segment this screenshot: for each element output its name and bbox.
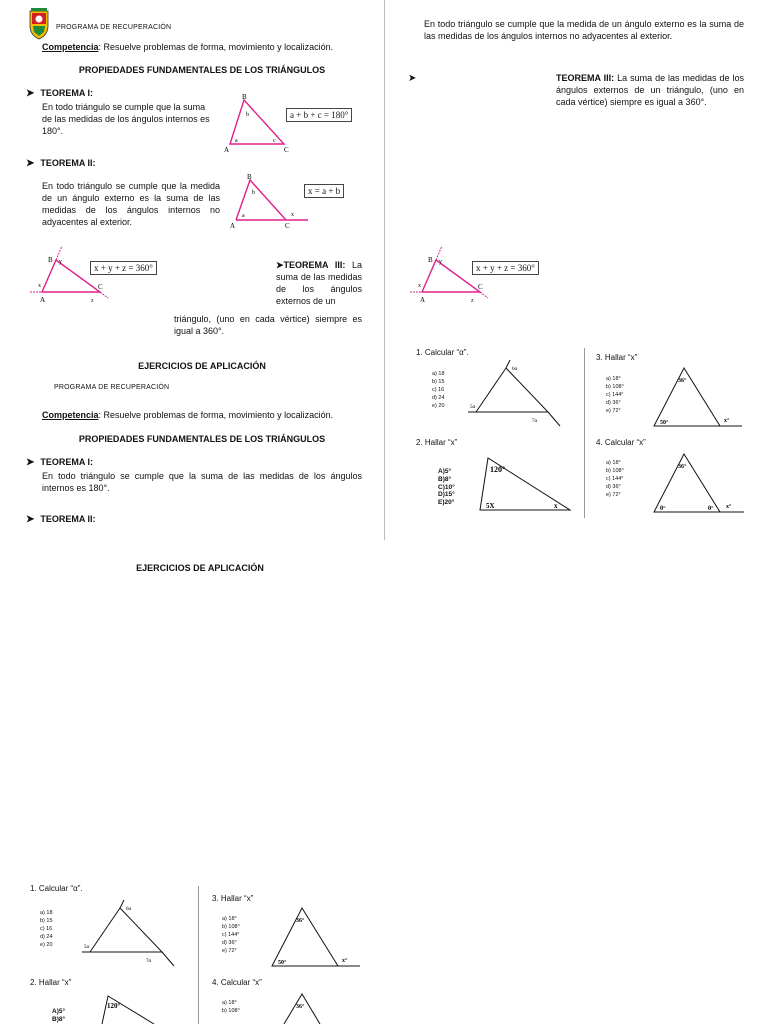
exercise-3-diagram — [648, 364, 744, 430]
exercise-panel-right — [410, 344, 750, 524]
competencia-label: Competencia — [42, 410, 99, 420]
teorema3-body-right: La suma de las medidas de los ángulos externos de un triángulo, (uno en cada vértice) siempre es igual a 360°. — [556, 73, 744, 108]
vertex-b-label: B — [428, 256, 433, 264]
teorema2-title-repeat — [26, 513, 96, 527]
option: b) 108° — [606, 383, 624, 390]
label-6a: 6α — [512, 367, 518, 372]
exercise-1-diagram — [80, 900, 184, 968]
teorema1-title-text: TEOREMA I: — [40, 457, 94, 467]
exercise-panel-bottom — [22, 880, 368, 1024]
teorema1-title-repeat — [26, 456, 93, 470]
triangle-exterior-diagram — [228, 172, 312, 230]
option: c) 144° — [222, 931, 240, 938]
option: b) 15 — [432, 378, 445, 385]
vertex-c-label: C — [284, 146, 289, 154]
label-50: 50° — [278, 960, 287, 966]
arrow-bullet-icon: ➤ — [26, 88, 35, 99]
teorema1-text: En todo triángulo se cumple que la suma de las medidas de los ángulos internos es 180°. — [42, 102, 210, 137]
angle-b-label: b — [252, 190, 255, 196]
exercise-3-options — [606, 376, 624, 416]
teorema3-title-text: TEOREMA III: — [283, 260, 346, 270]
arrow-bullet-icon: ➤ — [26, 457, 35, 468]
exercise-4-title: 4. Calcular “x” — [596, 438, 646, 447]
angle-z-label: z — [91, 298, 94, 304]
angle-b-label: b — [246, 112, 249, 118]
vertex-b-label: B — [48, 256, 53, 264]
exercise-4-diagram — [648, 450, 746, 516]
label-36: 36° — [296, 918, 305, 924]
vertex-a-label: A — [230, 222, 236, 230]
option: b) 108° — [222, 1007, 240, 1014]
option: d) 36° — [606, 399, 621, 406]
teorema3-text-right — [556, 72, 744, 108]
angle-c-label: c — [273, 138, 276, 144]
exercise-2-diagram — [474, 452, 576, 514]
competencia-text: : Resuelve problemas de forma, movimiento y localización. — [98, 42, 334, 52]
teorema3-body-1: La suma de las medidas de los ángulos externos de un — [276, 260, 362, 307]
label-theta: θ° — [660, 506, 666, 512]
exercise-2-options — [52, 1008, 65, 1024]
arrow-bullet-icon: ➤ — [26, 158, 35, 169]
teorema2-title-text: TEOREMA II: — [40, 158, 96, 168]
arrow-bullet-icon: ➤ — [26, 514, 35, 525]
teorema1-title — [26, 87, 93, 101]
angle-y-label: y — [439, 259, 442, 265]
exercise-3-diagram — [266, 904, 362, 970]
school-shield-icon — [28, 8, 50, 40]
option: a) 18° — [606, 460, 621, 466]
label-50: 50° — [660, 420, 669, 426]
option: e) 20 — [432, 402, 445, 409]
option: e) 72° — [606, 407, 621, 414]
option: D)15° — [438, 491, 455, 499]
option: c) 16 — [432, 386, 445, 393]
option: a) 18° — [606, 376, 621, 382]
label-7a: 7α — [532, 419, 538, 424]
exercise-2-title: 2. Hallar “x” — [30, 978, 72, 987]
formula-360: x + y + z = 360° — [90, 261, 157, 275]
exercise-3-title: 3. Hallar “x” — [212, 894, 254, 903]
exercise-4-title: 4. Calcular “x” — [212, 978, 262, 987]
option: a) 18 — [432, 371, 445, 377]
option: e) 20 — [40, 941, 53, 948]
option: B)8° — [52, 1015, 66, 1023]
option: e) 72° — [606, 491, 621, 498]
label-5a: 5α — [470, 405, 476, 410]
exercise-2-title: 2. Hallar “x” — [416, 438, 458, 447]
formula-360-right: x + y + z = 360° — [472, 261, 539, 275]
right-page — [390, 0, 768, 560]
option: C)10° — [438, 483, 455, 491]
exercise-1-title: 1. Calcular “α”. — [30, 884, 83, 893]
option: A)5° — [438, 468, 452, 475]
formula-sum-180: a + b + c = 180° — [286, 108, 352, 122]
angle-a-label: a — [235, 138, 238, 144]
exercise-3-options — [222, 916, 240, 956]
vertex-c-label: C — [98, 283, 103, 291]
vertex-a-label: A — [420, 296, 426, 304]
option: E)20° — [438, 499, 455, 507]
ejercicios-title-repeat: EJERCICIOS DE APLICACIÓN — [136, 563, 264, 573]
teorema3-title-right: TEOREMA III: — [556, 73, 615, 83]
column-divider — [384, 0, 385, 540]
angle-x-label: x — [38, 283, 41, 289]
program-header: PROGRAMA DE RECUPERACIÓN — [56, 24, 172, 31]
option: e) 72° — [222, 947, 237, 954]
label-5x: 5X — [486, 502, 495, 510]
option: b) 108° — [222, 923, 240, 930]
vertex-c-label: C — [478, 283, 483, 291]
option: a) 18 — [40, 910, 53, 916]
angle-x-label: x — [418, 283, 421, 289]
vertex-b-label: B — [247, 173, 252, 181]
exercise-1-title: 1. Calcular “α”. — [416, 348, 469, 357]
label-5a: 5α — [84, 945, 90, 950]
teorema3-text-part2: triángulo, (uno en cada vértice) siempre es igual a 360°. — [174, 314, 362, 337]
exercise-2-diagram — [98, 992, 158, 1024]
exercise-2-options — [438, 468, 455, 507]
competencia-text: : Resuelve problemas de forma, movimiento y localización. — [98, 410, 334, 420]
angle-x-label: x — [291, 212, 294, 218]
label-x: x° — [342, 958, 348, 964]
teorema3-title: ➤TEOREMA III: — [276, 260, 346, 270]
label-7a: 7α — [146, 959, 152, 964]
teorema2-text-right: En todo triángulo se cumple que la medida de un ángulo externo es la suma de las medidas de los ángulos internos no adyacentes al exterior. — [424, 19, 744, 42]
angle-a-label: a — [242, 213, 245, 219]
option: b) 15 — [40, 917, 53, 924]
exercise-1-diagram — [466, 360, 570, 430]
label-36: 36° — [296, 1004, 305, 1010]
teorema3-text-part1 — [276, 259, 362, 308]
triangle-sum-diagram — [222, 92, 294, 154]
label-x: x° — [726, 504, 732, 510]
competencia-repeat — [42, 409, 372, 421]
option: d) 24 — [432, 394, 445, 401]
option: c) 16 — [40, 925, 53, 932]
label-120: 120° — [107, 1002, 121, 1010]
vertex-a-label: A — [224, 146, 230, 154]
vertex-b-label: B — [242, 93, 247, 101]
exercise-1-options — [432, 371, 445, 411]
exercise-4-options — [606, 460, 624, 500]
option: d) 36° — [222, 939, 237, 946]
competencia-label: Competencia — [42, 42, 99, 52]
option: b) 108° — [606, 467, 624, 474]
exercise-4-options — [222, 1000, 240, 1016]
angle-z-label: z — [471, 298, 474, 304]
option: a) 18° — [222, 1000, 237, 1006]
label-x: x° — [724, 418, 730, 424]
exercise-3-title: 3. Hallar “x” — [596, 353, 638, 362]
exercise-4-diagram — [272, 990, 332, 1024]
option: c) 144° — [606, 391, 624, 398]
option: a) 18° — [222, 916, 237, 922]
label-theta-2: θ° — [708, 506, 714, 512]
exercise-1-options — [40, 910, 53, 950]
teorema2-text: En todo triángulo se cumple que la medida de un ángulo externo es la suma de las medidas de los ángulos internos no adyacentes al exterior. — [42, 181, 220, 228]
competencia — [42, 41, 372, 53]
vertex-c-label: C — [285, 222, 290, 230]
formula-exterior: x = a + b — [304, 184, 344, 198]
arrow-bullet-icon: ➤ — [408, 73, 417, 84]
program-header-repeat: PROGRAMA DE RECUPERACIÓN — [54, 384, 170, 391]
teorema1-title-text: TEOREMA I: — [40, 88, 94, 98]
teorema1-text-repeat: En todo triángulo se cumple que la suma de las medidas de los ángulos internos es 180°. — [42, 471, 362, 494]
label-x: x — [554, 502, 558, 510]
vertex-a-label: A — [40, 296, 46, 304]
section-title-repeat: PROPIEDADES FUNDAMENTALES DE LOS TRIÁNGULOS — [78, 434, 326, 444]
teorema2-title — [26, 157, 96, 171]
ejercicios-title: EJERCICIOS DE APLICACIÓN — [138, 361, 266, 371]
option: B)8° — [438, 475, 452, 483]
label-36: 36° — [678, 378, 687, 384]
label-36: 36° — [678, 464, 687, 470]
label-6a: 6α — [126, 907, 132, 912]
label-120: 120° — [490, 465, 506, 474]
angle-y-label: y — [59, 259, 62, 265]
option: d) 24 — [40, 933, 53, 940]
option: A)5° — [52, 1008, 66, 1015]
option: c) 144° — [606, 475, 624, 482]
panel-divider — [584, 348, 585, 518]
panel-divider — [198, 886, 199, 1024]
section-title: PROPIEDADES FUNDAMENTALES DE LOS TRIÁNGULOS — [78, 65, 326, 75]
teorema2-title-text: TEOREMA II: — [40, 514, 96, 524]
option: d) 36° — [606, 483, 621, 490]
